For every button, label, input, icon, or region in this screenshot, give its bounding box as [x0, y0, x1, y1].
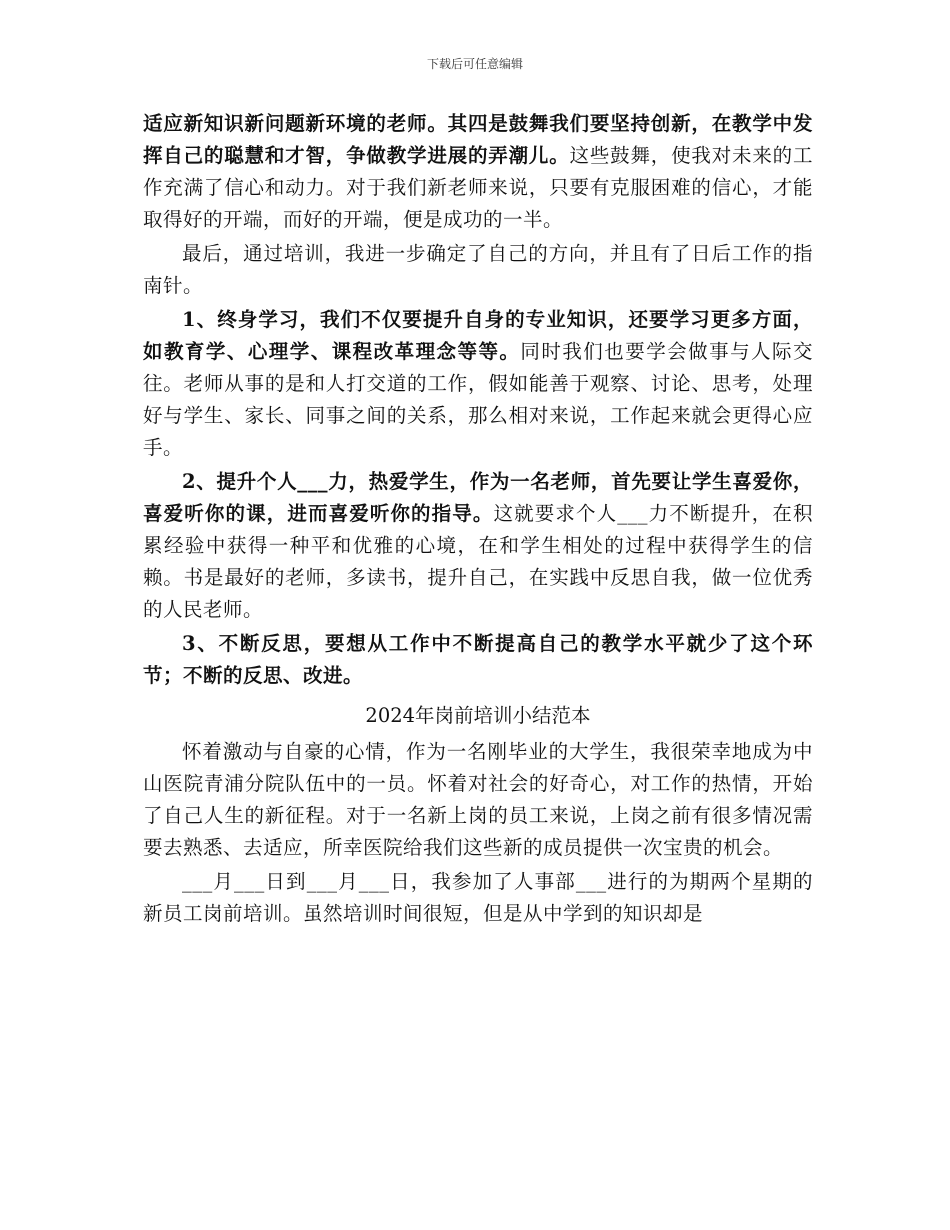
- paragraph-4-bold: 2、提升个人___力，热爱学生，作为一名老师，首先要让学生喜爱你，喜爱听你的课，进而喜爱听你的指导。: [143, 470, 813, 525]
- section-title: 2024年岗前培训小结范本: [365, 704, 591, 727]
- paragraph-5: [143, 628, 813, 692]
- paragraph-4: [143, 466, 813, 626]
- paragraph-3: [143, 304, 813, 464]
- paragraph-1-bold: 适应新知识新问题新环境的老师。其四是鼓舞我们要坚持创新，在教学中发挥自己的聪慧和才智，争做教学进展的弄潮儿。: [143, 112, 813, 167]
- paragraph-1: [143, 108, 813, 236]
- paragraph-7: ___月___日到___月___日，我参加了人事部___进行的为期两个星期的新员工岗前培训。虽然培训时间很短，但是从中学到的知识却是: [143, 870, 813, 925]
- document-body: [143, 108, 813, 932]
- paragraph-2: 最后，通过培训，我进一步确定了自己的方向，并且有了日后工作的指南针。: [143, 242, 813, 297]
- paragraph-5-bold: 3、不断反思，要想从工作中不断提高自己的教学水平就少了这个环节；不断的反思、改进。: [143, 632, 813, 687]
- paragraph-3-bold: 1、终身学习，我们不仅要提升自身的专业知识，还要学习更多方面，如教育学、心理学、课程改革理念等等。: [143, 308, 813, 363]
- paragraph-4-text: 这就要求个人___力不断提升，在积累经验中获得一种平和优雅的心境，在和学生相处的过程中获得学生的信赖。书是最好的老师，多读书，提升自己，在实践中反思自我，做一位优秀的人民老师。: [143, 502, 813, 621]
- paragraph-3-text: 同时我们也要学会做事与人际交往。老师从事的是和人打交道的工作，假如能善于观察、讨论、思考，处理好与学生、家长、同事之间的关系，那么相对来说，工作起来就会更得心应手。: [143, 340, 813, 459]
- paragraph-1-text: 这些鼓舞，使我对未来的工作充满了信心和动力。对于我们新老师来说，只要有克服困难的信心，才能取得好的开端，而好的开端，便是成功的一半。: [143, 144, 813, 231]
- page-header: 下载后可任意编辑: [426, 57, 523, 71]
- paragraph-6: 怀着激动与自豪的心情，作为一名刚毕业的大学生，我很荣幸地成为中山医院青浦分院队伍中的一员。怀着对社会的好奇心，对工作的热情，开始了自己人生的新征程。对于一名新上岗的员工来说，上岗之前有很多情况需要去熟悉、去适应，所幸医院给我们这些新的成员提供一次宝贵的机会。: [143, 740, 813, 859]
